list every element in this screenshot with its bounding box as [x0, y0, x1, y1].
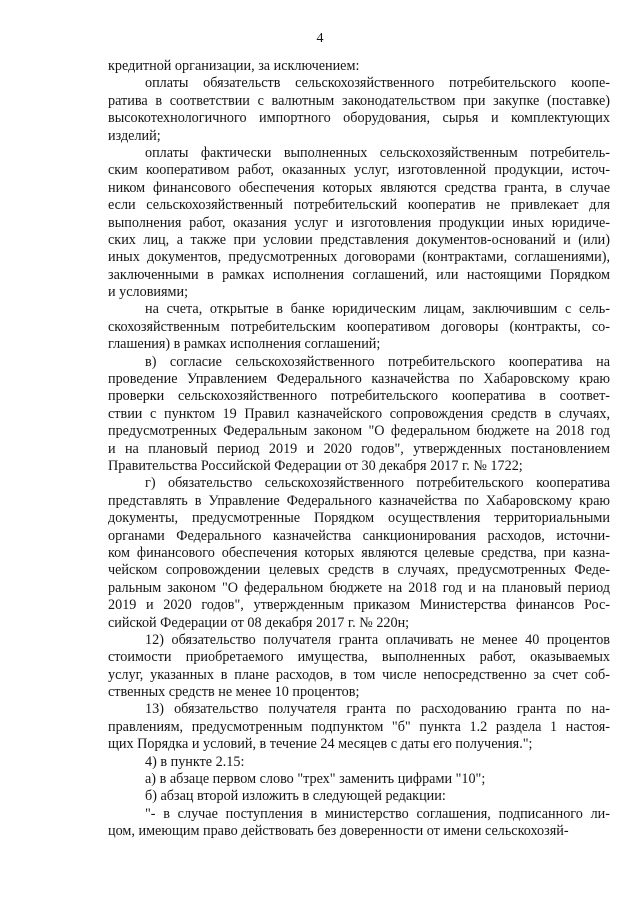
text-line: оплаты фактически выполненных сельскохозяйственным потребитель-: [145, 144, 610, 161]
paragraph: [108, 754, 610, 771]
page-number: 4: [316, 31, 324, 46]
text-line: органами Федерального казначейства санкционирования расходов, источни-: [108, 527, 610, 544]
text-line: 4) в пункте 2.15:: [145, 753, 245, 770]
text-line: заключенными в рамках исполнения соглашений, или настоящими Порядком: [108, 266, 610, 283]
text-line: услуг, указанных в плане расходов, в том числе непосредственно за счет соб-: [108, 666, 610, 683]
text-line: г) обязательство сельскохозяйственного потребительского кооператива: [145, 475, 610, 492]
paragraph: [108, 771, 610, 788]
text-line: сийской Федерации от 08 декабря 2017 г. № 220н;: [108, 614, 410, 631]
paragraph: [108, 701, 610, 753]
text-line: проведение Управлением Федерального казначейства по Хабаровскому краю: [108, 371, 610, 388]
text-line: проверки сельскохозяйственного потребительского кооператива в соответ-: [108, 388, 610, 405]
text-line: в) согласие сельскохозяйственного потребительского кооператива на: [145, 353, 610, 370]
text-line: ским кооперативом работ, оказанных услуг, изготовленной продукции, источ-: [108, 162, 610, 179]
paragraph: [108, 354, 610, 476]
text-line: щих Порядка и условий, в течение 24 месяцев с даты его получения.";: [108, 736, 533, 753]
text-line: ских лиц, а также при условии представления документов-оснований и (или): [108, 231, 610, 248]
text-line: и условиями;: [108, 284, 189, 301]
text-line: представлять в Управление Федерального казначейства по Хабаровскому краю: [108, 492, 610, 509]
paragraph: [108, 788, 610, 805]
text-line: изделий;: [108, 127, 161, 144]
text-line: оплаты обязательств сельскохозяйственного потребительского коопе-: [145, 75, 610, 92]
text-line: стоимости приобретаемого имущества, выполненных работ, оказываемых: [108, 649, 610, 666]
text-line: глашения) в рамках исполнения соглашений;: [108, 336, 381, 353]
text-line: правлениям, предусмотренным подпунктом "б" пункта 1.2 раздела 1 настоя-: [108, 718, 610, 735]
paragraph: [108, 632, 610, 702]
paragraph: [108, 301, 610, 353]
text-line: чейском сопровождении целевых средств в случаях, предусмотренных Феде-: [108, 562, 610, 579]
text-line: ником финансового обеспечения которых являются средства гранта, в случае: [108, 179, 610, 196]
text-line: высокотехнологичного импортного оборудования, сырья и комплектующих: [108, 110, 610, 127]
paragraph: [108, 475, 610, 632]
paragraph: [108, 75, 610, 145]
text-line: если сельскохозяйственный потребительский кооператив не привлекает для: [108, 197, 610, 214]
text-line: ратива в соответствии с валютным законодательством при закупке (поставке): [108, 92, 610, 109]
text-line: и на плановый период 2019 и 2020 годов", утвержденных постановлением: [108, 440, 610, 457]
text-line: ствии с пунктом 19 Правил казначейского сопровождения средств в случаях,: [108, 405, 610, 422]
text-line: кредитной организации, за исключением:: [108, 58, 360, 74]
text-line: предусмотренных Федеральным законом "О федеральном бюджете на 2018 год: [108, 423, 610, 440]
text-line: "- в случае поступления в министерство соглашения, подписанного ли-: [145, 805, 610, 822]
text-line: ком финансового обеспечения которых являются целевые средства, при казна-: [108, 544, 610, 561]
text-line: ральным законом "О федеральном бюджете на 2018 год и на плановый период: [108, 579, 610, 596]
text-line: выполнения работ, оказания услуг и изготовления продукции иных юридиче-: [108, 214, 610, 231]
text-line: документы, предусмотренные Порядком осуществления территориальными: [108, 510, 610, 527]
text-line: на счета, открытые в банке юридическим лицам, заключившим с сель-: [145, 301, 610, 318]
text-line: ственных средств не менее 10 процентов;: [108, 684, 360, 701]
text-line: 13) обязательство получателя гранта по расходованию гранта по на-: [145, 701, 610, 718]
text-line: а) в абзаце первом слово "трех" заменить цифрами "10";: [145, 771, 486, 788]
text-line: б) абзац второй изложить в следующей редакции:: [145, 788, 446, 805]
text-line: 12) обязательство получателя гранта оплачивать не менее 40 процентов: [145, 631, 610, 648]
text-line: Правительства Российской Федерации от 30 декабря 2017 г. № 1722;: [108, 457, 523, 474]
text-line: 2019 и 2020 годов", утвержденным приказом Министерства финансов Рос-: [108, 597, 610, 614]
paragraph: [108, 58, 610, 75]
document-body: [108, 58, 610, 841]
text-line: цом, имеющим право действовать без доверенности от имени сельскохозяй-: [108, 823, 569, 840]
paragraph: [108, 806, 610, 841]
paragraph: [108, 145, 610, 302]
text-line: иных документов, предусмотренных договорами (контрактами, соглашениями),: [108, 249, 610, 266]
text-line: скохозяйственным потребительским кооперативом договоры (контракты, со-: [108, 318, 610, 335]
